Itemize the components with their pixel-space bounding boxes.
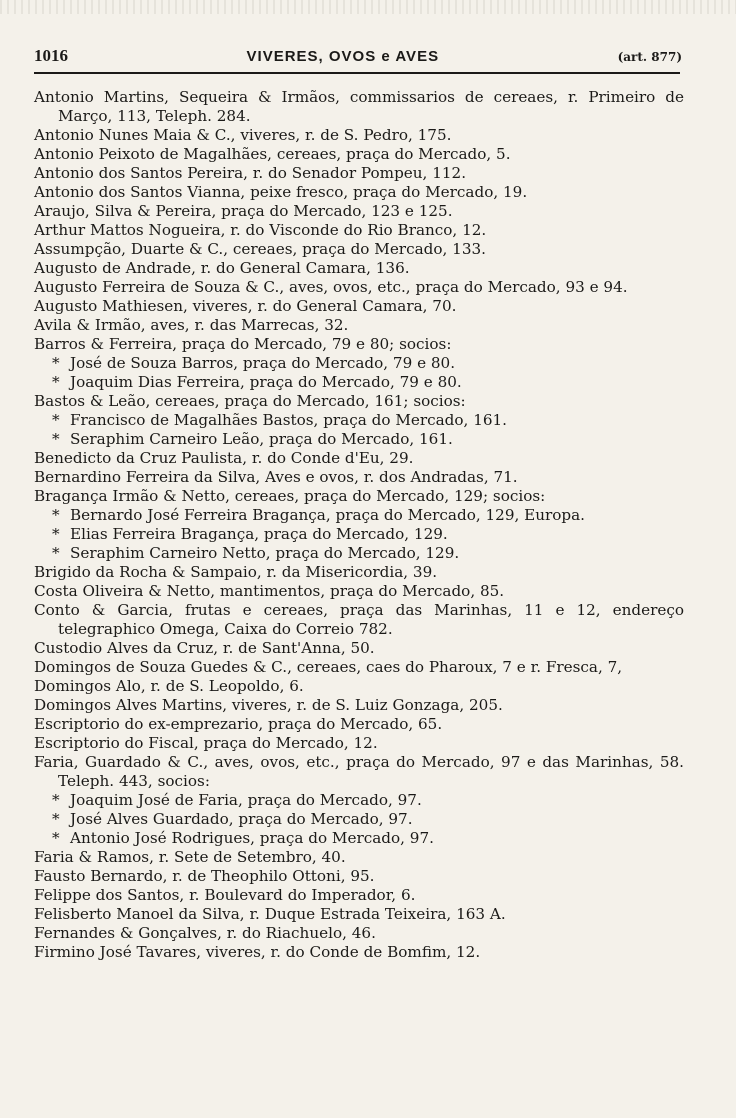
entry-text: Antonio Peixoto de Magalhães, cereaes, praça do Mercado, 5. [34,145,511,163]
entry-text: Custodio Alves da Cruz, r. de Sant'Anna, 50. [34,639,375,657]
directory-entry [34,88,684,126]
asterisk-mark: * [52,373,60,391]
asterisk-mark: * [52,411,60,429]
directory-entry [34,639,684,658]
directory-entry [34,468,684,487]
partner-entry [34,791,684,810]
directory-entry [34,734,684,753]
asterisk-mark: * [52,506,60,524]
entry-text: Barros & Ferreira, praça do Mercado, 79 e 80; socios: [34,335,452,353]
header-rule [34,72,680,74]
partner-entry [34,430,684,449]
asterisk-mark: * [52,829,60,847]
page-number: 1016 [34,46,68,65]
entry-text: Bernardo José Ferreira Bragança, praça do Mercado, 129, Europa. [70,506,586,524]
directory-entry [34,677,684,696]
directory-entry [34,126,684,145]
article-reference: (art. 877) [617,50,682,64]
entry-text: Costa Oliveira & Netto, mantimentos, praça do Mercado, 85. [34,582,505,600]
entry-text: Fausto Bernardo, r. de Theophilo Ottoni, 95. [34,867,375,885]
entry-text: Escriptorio do Fiscal, praça do Mercado, 12. [34,734,378,752]
directory-entry [34,563,684,582]
directory-entry [34,487,684,506]
asterisk-mark: * [52,544,60,562]
directory-entry [34,886,684,905]
entry-text: Antonio dos Santos Vianna, peixe fresco, praça do Mercado, 19. [34,183,528,201]
entry-text: Augusto de Andrade, r. do General Camara, 136. [34,259,410,277]
entry-text: Joaquim Dias Ferreira, praça do Mercado, 79 e 80. [70,373,462,391]
directory-entry [34,392,684,411]
entry-text: Avila & Irmão, aves, r. das Marrecas, 32. [34,316,349,334]
entry-text: Conto & Garcia, frutas e cereaes, praça das Marinhas, 11 e 12, endereço telegraphico Omega, Caixa do Correio 782. [34,601,684,638]
entry-text: Domingos de Souza Guedes & C., cereaes, caes do Pharoux, 7 e r. Fresca, 7, [34,658,623,676]
directory-entry [34,183,684,202]
page-header [34,46,682,68]
entry-text: Arthur Mattos Nogueira, r. do Visconde do Rio Branco, 12. [34,221,487,239]
entry-text: Brigido da Rocha & Sampaio, r. da Misericordia, 39. [34,563,438,581]
asterisk-mark: * [52,810,60,828]
entry-text: Bragança Irmão & Netto, cereaes, praça do Mercado, 129; socios: [34,487,546,505]
entry-text: Seraphim Carneiro Leão, praça do Mercado, 161. [70,430,453,448]
entry-text: Antonio Martins, Sequeira & Irmãos, commissarios de cereaes, r. Primeiro de Março, 113, Teleph. 284. [34,88,684,125]
directory-entry [34,145,684,164]
asterisk-mark: * [52,525,60,543]
directory-entry [34,297,684,316]
directory-entry [34,753,684,791]
directory-entry [34,848,684,867]
entry-text: Araujo, Silva & Pereira, praça do Mercado, 123 e 125. [34,202,453,220]
entry-text: Augusto Mathiesen, viveres, r. do General Camara, 70. [34,297,457,315]
asterisk-mark: * [52,354,60,372]
directory-entry [34,335,684,354]
entry-text: Escriptorio do ex-emprezario, praça do Mercado, 65. [34,715,443,733]
entry-text: Joaquim José de Faria, praça do Mercado, 97. [70,791,422,809]
entry-text: Firmino José Tavares, viveres, r. do Conde de Bomfim, 12. [34,943,481,961]
directory-entry [34,278,684,297]
entry-text: Bastos & Leão, cereaes, praça do Mercado, 161; socios: [34,392,466,410]
directory-entry [34,259,684,278]
entry-text: José Alves Guardado, praça do Mercado, 97. [70,810,413,828]
partner-entry [34,544,684,563]
entry-text: Augusto Ferreira de Souza & C., aves, ovos, etc., praça do Mercado, 93 e 94. [34,278,628,296]
directory-entry [34,164,684,183]
directory-entries [34,88,684,962]
directory-entry [34,943,684,962]
directory-entry [34,316,684,335]
partner-entry [34,354,684,373]
running-title: VIVERES, OVOS e AVES [246,48,440,65]
directory-entry [34,449,684,468]
entry-text: Domingos Alves Martins, viveres, r. de S. Luiz Gonzaga, 205. [34,696,503,714]
entry-text: Faria, Guardado & C., aves, ovos, etc., praça do Mercado, 97 e das Marinhas, 58. Teleph. 443, socios: [34,753,684,790]
directory-entry [34,582,684,601]
entry-text: Felisberto Manoel da Silva, r. Duque Estrada Teixeira, 163 A. [34,905,506,923]
entry-text: Domingos Alo, r. de S. Leopoldo, 6. [34,677,304,695]
directory-entry [34,715,684,734]
partner-entry [34,810,684,829]
directory-entry [34,905,684,924]
directory-entry [34,601,684,639]
entry-text: Benedicto da Cruz Paulista, r. do Conde d'Eu, 29. [34,449,414,467]
partner-entry [34,525,684,544]
directory-entry [34,240,684,259]
entry-text: Antonio Nunes Maia & C., viveres, r. de S. Pedro, 175. [34,126,452,144]
entry-text: Antonio José Rodrigues, praça do Mercado, 97. [70,829,434,847]
partner-entry [34,411,684,430]
directory-entry [34,221,684,240]
entry-text: Francisco de Magalhães Bastos, praça do Mercado, 161. [70,411,508,429]
partner-entry [34,373,684,392]
top-edge-noise [0,0,736,14]
entry-text: Assumpção, Duarte & C., cereaes, praça do Mercado, 133. [34,240,486,258]
entry-text: José de Souza Barros, praça do Mercado, 79 e 80. [70,354,456,372]
directory-entry [34,202,684,221]
entry-text: Bernardino Ferreira da Silva, Aves e ovos, r. dos Andradas, 71. [34,468,518,486]
entry-text: Felippe dos Santos, r. Boulevard do Imperador, 6. [34,886,416,904]
asterisk-mark: * [52,430,60,448]
directory-entry [34,867,684,886]
entry-text: Fernandes & Gonçalves, r. do Riachuelo, 46. [34,924,376,942]
asterisk-mark: * [52,791,60,809]
entry-text: Seraphim Carneiro Netto, praça do Mercado, 129. [70,544,460,562]
partner-entry [34,829,684,848]
directory-entry [34,658,684,677]
partner-entry [34,506,684,525]
directory-entry [34,924,684,943]
entry-text: Elias Ferreira Bragança, praça do Mercado, 129. [70,525,448,543]
entry-text: Antonio dos Santos Pereira, r. do Senador Pompeu, 112. [34,164,467,182]
entry-text: Faria & Ramos, r. Sete de Setembro, 40. [34,848,346,866]
directory-entry [34,696,684,715]
